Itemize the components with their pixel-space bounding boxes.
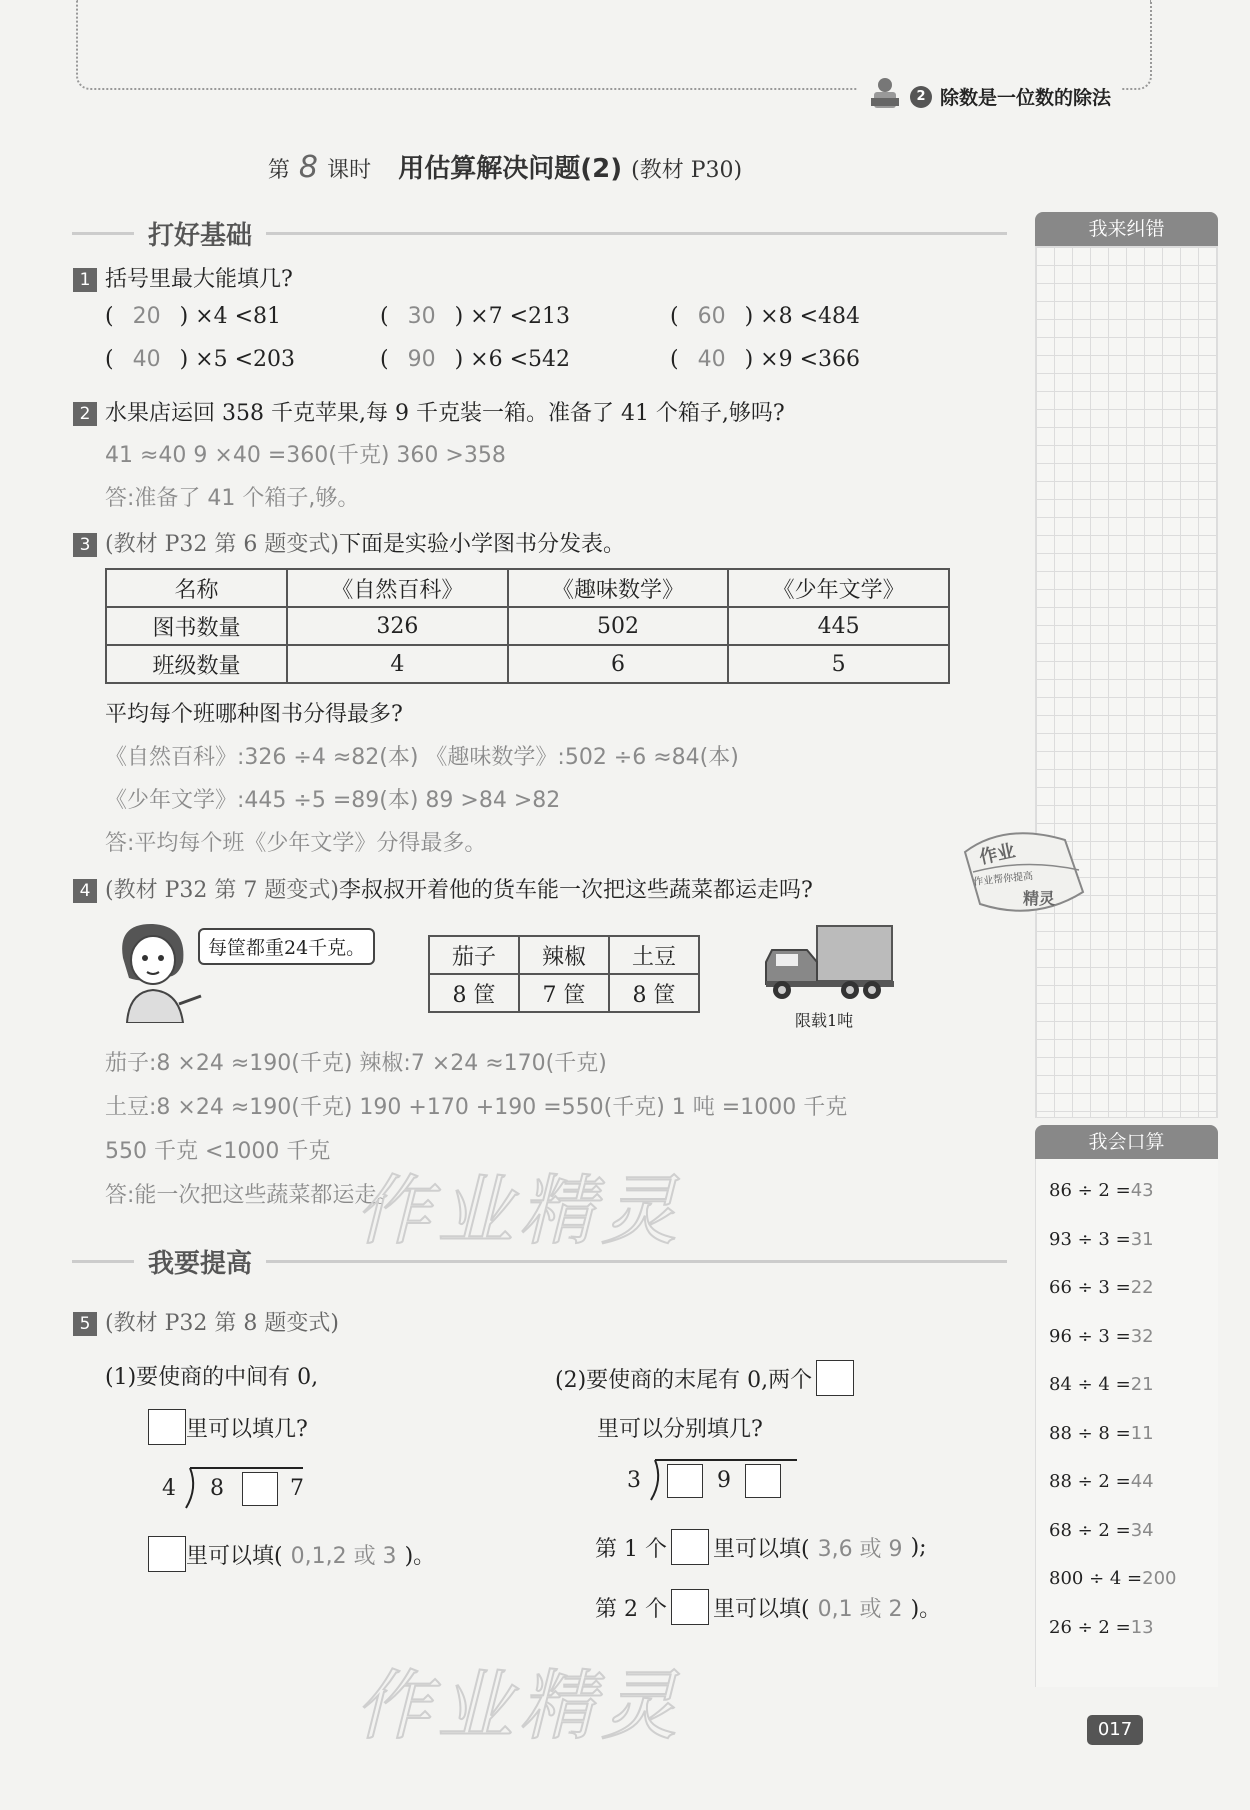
table-cell: 8 筐 [609, 974, 699, 1012]
oral-question: 96 ÷ 3 = [1049, 1325, 1131, 1347]
table-cell: 445 [728, 607, 949, 645]
question-text: 下面是实验小学图书分发表。 [338, 532, 625, 557]
correction-grid[interactable] [1035, 246, 1218, 1118]
q1-item: ( 40 ) ×9 <366 [670, 347, 861, 372]
vegetable-table [428, 935, 700, 1013]
oral-item [1036, 1216, 1218, 1265]
table-header-cell: 《少年文学》 [728, 569, 949, 607]
q1-item: ( 60 ) ×8 <484 [670, 304, 861, 329]
table-header-cell: 《趣味数学》 [508, 569, 729, 607]
question-ref: (教材 P32 第 6 题变式) [105, 532, 339, 557]
oral-item [1036, 1264, 1218, 1313]
sidebar-oral [1035, 1125, 1218, 1687]
question-text: 水果店运回 358 千克苹果,每 9 千克装一箱。准备了 41 个箱子,够吗? [105, 401, 785, 426]
chapter-header [858, 76, 1121, 117]
question-ref: (教材 P32 第 7 题变式) [105, 878, 339, 903]
table-header-cell: 名称 [106, 569, 287, 607]
question-text: 李叔叔开着他的货车能一次把这些蔬菜都运走吗? [338, 878, 813, 903]
table-cell: 4 [287, 645, 508, 683]
dividend-box[interactable] [242, 1472, 278, 1506]
table-cell: 326 [287, 607, 508, 645]
oral-question: 88 ÷ 2 = [1049, 1471, 1131, 1492]
q1-item: ( 90 ) ×6 <542 [380, 347, 571, 372]
question-5 [73, 1306, 339, 1337]
oral-item [1036, 1410, 1218, 1459]
question-3 [73, 527, 625, 558]
question-ref: (教材 P32 第 8 题变式) [105, 1311, 339, 1336]
table-cell: 8 筐 [429, 974, 519, 1012]
table-cell: 5 [728, 645, 949, 683]
q1-item: ( 40 ) ×5 <203 [105, 347, 296, 372]
table-cell: 7 筐 [519, 974, 609, 1012]
q1-item: ( 20 ) ×4 <81 [105, 304, 282, 329]
question-number: 3 [73, 533, 97, 557]
oral-question: 93 ÷ 3 = [1049, 1228, 1131, 1250]
q1-item: ( 30 ) ×7 <213 [380, 304, 571, 329]
table-cell: 班级数量 [106, 645, 287, 683]
girl-illustration [105, 918, 205, 1023]
oral-list [1035, 1159, 1218, 1687]
truck-icon [762, 922, 897, 1004]
student-reading-icon [868, 76, 902, 117]
q5-part1-answer: 里可以填( 0,1,2 或 3 )。 [148, 1536, 435, 1572]
dividend-box[interactable] [667, 1464, 703, 1498]
oral-question: 66 ÷ 3 = [1049, 1277, 1131, 1298]
question-number: 5 [73, 1312, 97, 1336]
q1-answer: 40 [697, 347, 726, 372]
q4-work-3: 550 千克 <1000 千克 [105, 1139, 331, 1164]
q3-work-2: 《少年文学》:445 ÷5 =89(本) 89 >84 >82 [105, 788, 561, 813]
oral-answer: 11 [1130, 1422, 1154, 1444]
answer-box[interactable] [671, 1529, 709, 1565]
table-header-cell: 《自然百科》 [287, 569, 508, 607]
q5-part2-answer-1: 第 1 个 里可以填( 3,6 或 9 ); [595, 1529, 927, 1565]
q5-part1-title: (1)要使商的中间有 0, [105, 1365, 319, 1390]
watermark: 作业精灵 [355, 1166, 683, 1255]
oral-answer: 21 [1130, 1374, 1154, 1395]
chapter-title: 除数是一位数的除法 [940, 87, 1112, 109]
correction-header: 我来纠错 [1035, 212, 1218, 246]
question-2 [73, 396, 785, 427]
oral-header: 我会口算 [1035, 1125, 1218, 1159]
q1-expression: ×9 <366 [760, 347, 861, 372]
question-number: 4 [73, 879, 97, 903]
oral-question: 26 ÷ 2 = [1049, 1616, 1131, 1638]
oral-question: 84 ÷ 4 = [1049, 1374, 1131, 1395]
oral-question: 86 ÷ 2 = [1049, 1180, 1131, 1201]
q5-part1-division: 4 8 7 [158, 1460, 308, 1510]
oral-answer: 200 [1142, 1568, 1177, 1589]
table-header-cell: 茄子 [429, 936, 519, 974]
question-4 [73, 873, 813, 904]
answer-box[interactable] [148, 1536, 186, 1572]
table-header-cell: 辣椒 [519, 936, 609, 974]
q4-answer: 答:能一次把这些蔬菜都运走。 [105, 1183, 399, 1208]
oral-item [1036, 1458, 1218, 1507]
sidebar-correction [1035, 212, 1218, 1118]
lesson-title: 第 8 课时 用估算解决问题(2) (教材 P30) [267, 150, 743, 185]
truck-label: 限载1吨 [795, 1011, 854, 1030]
table-row [106, 645, 949, 683]
oral-answer: 32 [1130, 1325, 1154, 1347]
q3-question: 平均每个班哪种图书分得最多? [105, 702, 403, 727]
answer-box[interactable] [671, 1589, 709, 1625]
speech-bubble: 每筐都重24千克。 [198, 928, 375, 965]
dividend-box[interactable] [745, 1464, 781, 1498]
oral-answer: 44 [1130, 1471, 1154, 1492]
oral-answer: 13 [1130, 1616, 1154, 1638]
oral-question: 800 ÷ 4 = [1049, 1568, 1143, 1589]
answer-box[interactable] [148, 1409, 186, 1445]
q1-expression: ×6 <542 [470, 347, 571, 372]
q1-answer: 30 [407, 304, 436, 329]
oral-question: 68 ÷ 2 = [1049, 1519, 1131, 1541]
table-row [106, 607, 949, 645]
oral-item [1036, 1313, 1218, 1362]
q1-expression: ×5 <203 [195, 347, 296, 372]
table-header-cell: 土豆 [609, 936, 699, 974]
q1-answer: 40 [132, 347, 161, 372]
q5-part2-title: (2)要使商的末尾有 0,两个 [555, 1360, 854, 1396]
question-number: 1 [73, 268, 97, 292]
oral-answer: 31 [1130, 1228, 1154, 1250]
watermark: 作业精灵 [355, 1661, 683, 1750]
oral-item [1036, 1167, 1218, 1216]
section-advanced-heading: 我要提高 [72, 1243, 1007, 1280]
table-cell: 502 [508, 607, 729, 645]
q1-expression: ×7 <213 [470, 304, 571, 329]
oral-answer: 22 [1130, 1277, 1154, 1298]
chapter-number: 2 [910, 86, 932, 108]
answer-box[interactable] [816, 1360, 854, 1396]
q5-part2-division: 3 9 [625, 1452, 800, 1502]
q2-work: 41 ≈40 9 ×40 =360(千克) 360 >358 [105, 443, 506, 468]
q1-expression: ×4 <81 [195, 304, 282, 329]
table-cell: 6 [508, 645, 729, 683]
q1-answer: 20 [132, 304, 161, 329]
q4-work-1: 茄子:8 ×24 ≈190(千克) 辣椒:7 ×24 ≈170(千克) [105, 1051, 607, 1076]
q3-work-1: 《自然百科》:326 ÷4 ≈82(本) 《趣味数学》:502 ÷6 ≈84(本) [105, 745, 739, 770]
oral-item [1036, 1507, 1218, 1556]
q1-answer: 90 [407, 347, 436, 372]
q1-expression: ×8 <484 [760, 304, 861, 329]
q5-part2-answer-2: 第 2 个 里可以填( 0,1 或 2 )。 [595, 1589, 941, 1625]
question-number: 2 [73, 402, 97, 426]
oral-item [1036, 1555, 1218, 1604]
oral-question: 88 ÷ 8 = [1049, 1422, 1131, 1444]
q5-part1-question: 里可以填几? [148, 1409, 308, 1445]
q2-answer: 答:准备了 41 个箱子,够。 [105, 486, 360, 511]
q5-part2-question: 里可以分别填几? [597, 1417, 763, 1442]
oral-answer: 43 [1130, 1180, 1154, 1201]
q3-answer: 答:平均每个班《少年文学》分得最多。 [105, 831, 487, 856]
oral-item [1036, 1361, 1218, 1410]
book-distribution-table [105, 568, 950, 684]
section-basic-heading: 打好基础 [72, 215, 1007, 252]
question-1 [73, 262, 293, 293]
page-number: 017 [1087, 1715, 1143, 1745]
table-cell: 图书数量 [106, 607, 287, 645]
oral-item [1036, 1604, 1218, 1653]
question-text: 括号里最大能填几? [105, 267, 293, 292]
q4-work-2: 土豆:8 ×24 ≈190(千克) 190 +170 +190 =550(千克) 1 吨 =1000 千克 [105, 1095, 848, 1120]
q1-answer: 60 [697, 304, 726, 329]
stamp-logo: 作业 作业帮你提高 精灵 [955, 822, 1090, 922]
oral-answer: 34 [1130, 1519, 1154, 1541]
